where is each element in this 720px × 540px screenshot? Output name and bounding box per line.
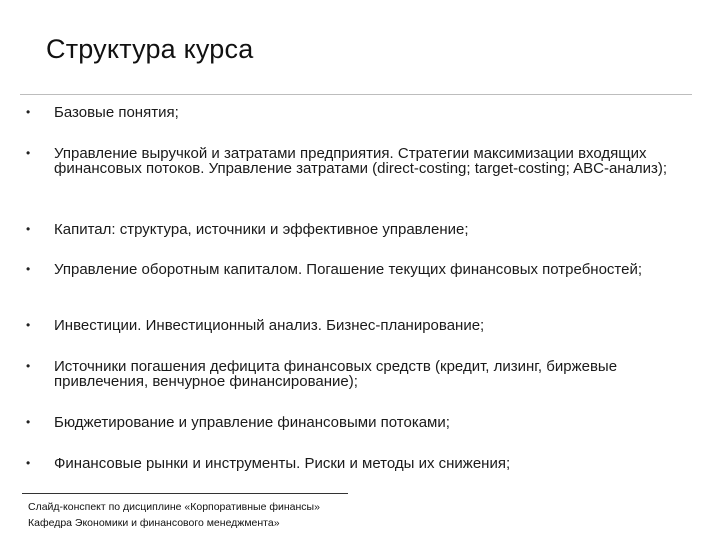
bullet-icon: • [26,146,31,160]
list-item-text: Управление выручкой и затратами предприятия. Стратегии максимизации входящих финансовых потоков. Управление затратами (direct-costing; target-costing; ABC-анализ); [54,145,668,177]
bullet-icon: • [26,105,31,119]
list-item-text: Капитал: структура, источники и эффективное управление; [54,221,469,238]
bullet-icon: • [26,262,31,276]
title-divider [20,94,692,95]
footer-line-department: Кафедра Экономики и финансового менеджмента» [28,517,280,529]
footer [28,499,320,531]
list-item-text: Финансовые рынки и инструменты. Риски и методы их снижения; [54,455,511,472]
bullet-icon: • [26,415,31,429]
list-item-text: Управление оборотным капиталом. Погашение текущих финансовых потребностей; [54,261,642,278]
bullet-icon: • [26,456,31,470]
list-item-text: Базовые понятия; [54,104,179,121]
bullet-icon: • [26,318,31,332]
footer-divider [22,493,348,494]
slide-title: Структура курса [46,34,254,64]
bullet-icon: • [26,359,31,373]
bullet-icon: • [26,222,31,236]
list-item-text: Бюджетирование и управление финансовыми потоками; [54,414,450,431]
footer-line-course: Слайд-конспект по дисциплине «Корпоративные финансы» [28,501,320,513]
list-item-text: Источники погашения дефицита финансовых средств (кредит, лизинг, биржевые привлечения, венчурное финансирование); [54,358,618,390]
list-item-text: Инвестиции. Инвестиционный анализ. Бизнес-планирование; [54,317,485,334]
